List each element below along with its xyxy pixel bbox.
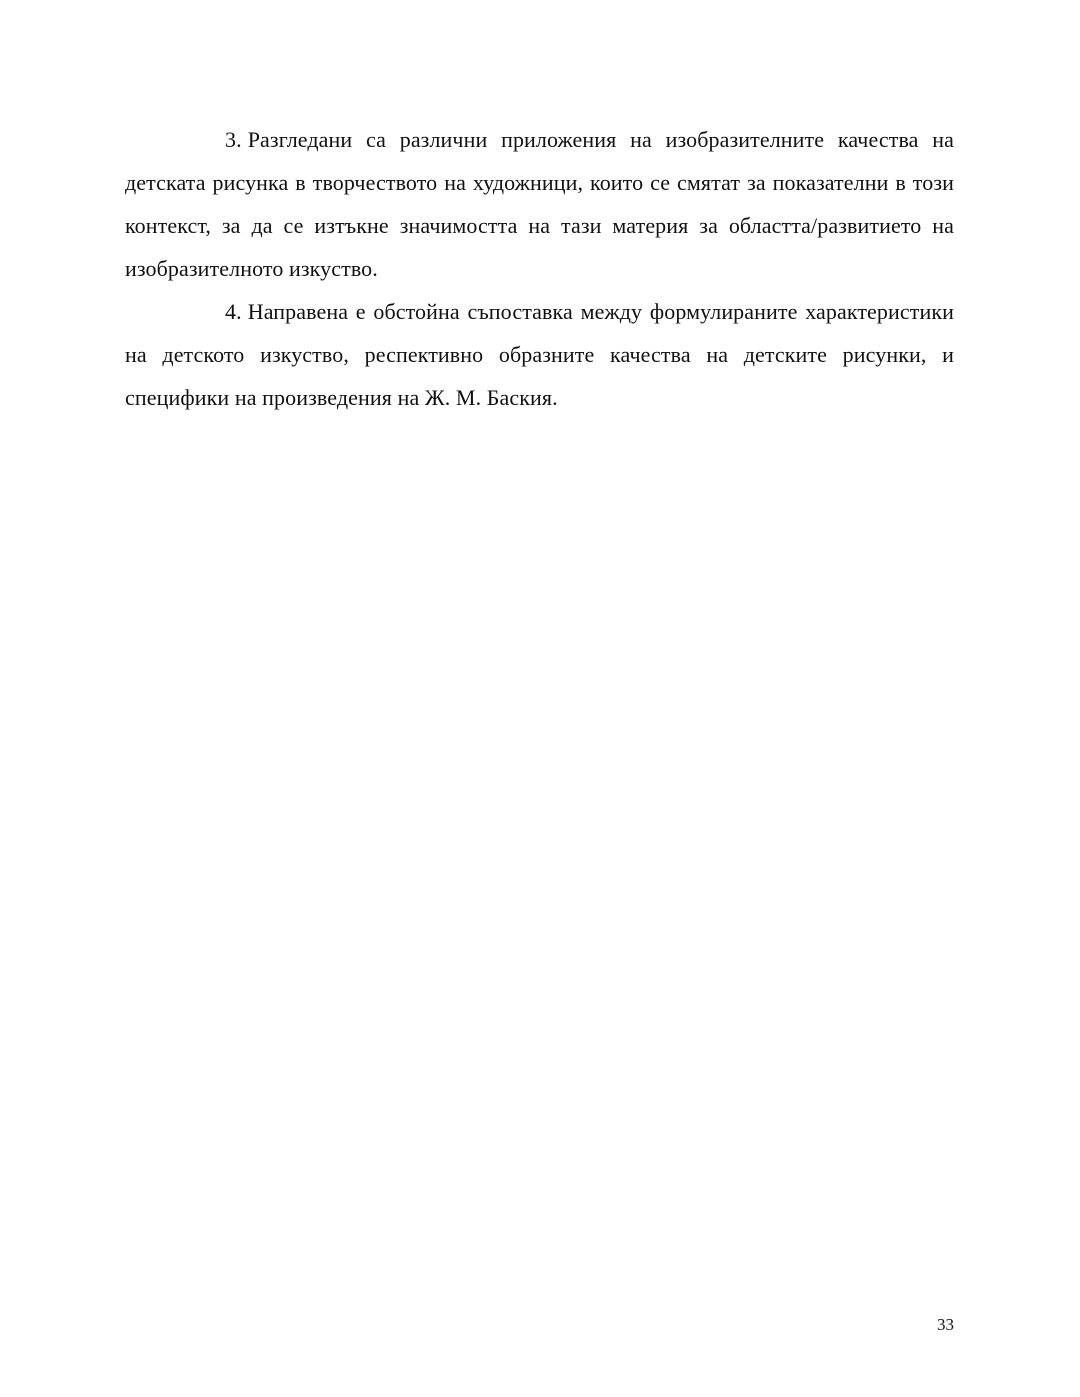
paragraph-number: 3. [225, 127, 242, 152]
paragraph-3 [125, 118, 954, 290]
paragraph-number: 4. [225, 299, 242, 324]
paragraph-text: Направена е обстойна съпоставка между формулираните характеристики на детското изкуство, респективно образните качества на детските рисунки, и специфики на произведения на Ж. М. Баския. [125, 299, 954, 410]
paragraph-text: Разгледани са различни приложения на изобразителните качества на детската рисунка в творчеството на художници, които се смятат за показателни в този контекст, за да се изтъкне значимостта на тази материя за областта/развитието на изобразителното изкуство. [125, 127, 954, 281]
paragraph-4 [125, 290, 954, 419]
body-text [125, 118, 954, 419]
page-number: 33 [937, 1315, 954, 1334]
